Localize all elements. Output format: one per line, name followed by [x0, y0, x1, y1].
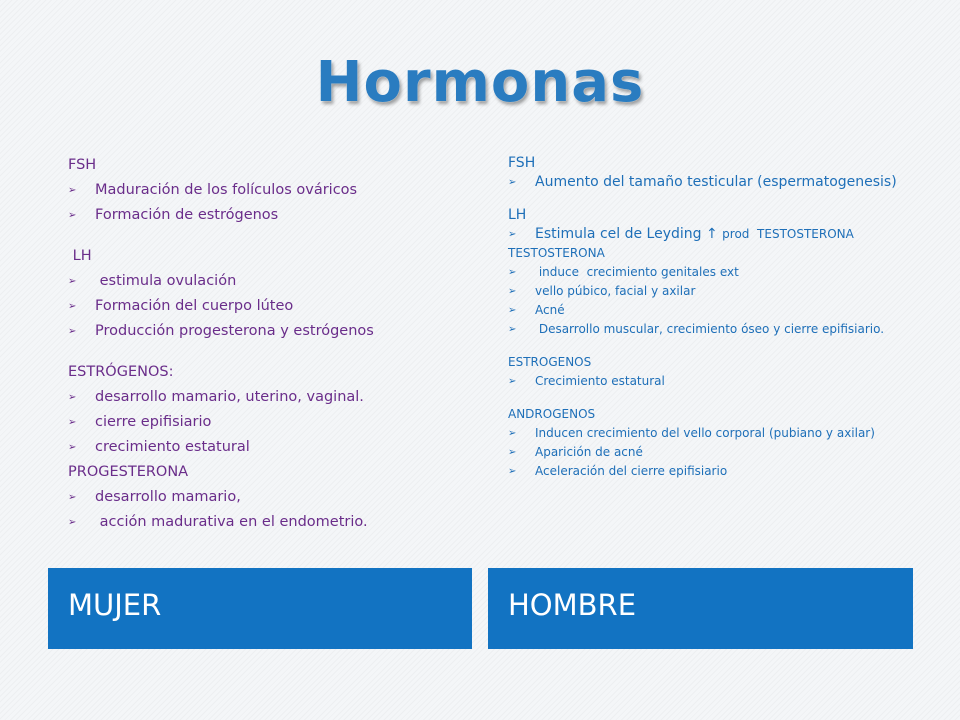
list-item: ➢ Aparición de acné [508, 443, 928, 462]
hombre-label: HOMBRE [508, 588, 637, 622]
arrow-bullet-icon: ➢ [68, 210, 77, 221]
arrow-bullet-icon: ➢ [508, 324, 517, 335]
list-item: ➢ Estimula cel de Leyding ↑ prod TESTOSTERONA [508, 226, 854, 242]
mujer-lh-heading: LH [68, 248, 92, 264]
list-item: ➢ induce crecimiento genitales ext [508, 263, 928, 282]
mujer-label: MUJER [68, 588, 162, 622]
arrow-bullet-icon: ➢ [508, 305, 517, 316]
arrow-bullet-icon: ➢ [68, 442, 77, 453]
arrow-bullet-icon: ➢ [68, 492, 77, 503]
arrow-bullet-icon: ➢ [508, 376, 517, 387]
list-item: ➢ Producción progesterona y estrógenos [68, 323, 374, 339]
slide-title: Hormonas [315, 50, 645, 115]
arrow-bullet-icon: ➢ [508, 428, 517, 439]
arrow-bullet-icon: ➢ [508, 466, 517, 477]
list-item: ➢ Aumento del tamaño testicular (espermatogenesis) [508, 174, 897, 190]
list-item: ➢ Desarrollo muscular, crecimiento óseo y cierre epifisiario. [508, 320, 928, 339]
list-item: ➢ Formación del cuerpo lúteo [68, 298, 294, 314]
hombre-label-panel [488, 568, 913, 649]
list-item: ➢ estimula ovulación [68, 273, 237, 289]
mujer-progesterona-heading: PROGESTERONA [68, 464, 189, 480]
list-item: ➢ Crecimiento estatural [508, 372, 928, 391]
arrow-bullet-icon: ➢ [68, 276, 77, 287]
list-item: ➢ vello púbico, facial y axilar [508, 282, 928, 301]
arrow-bullet-icon: ➢ [508, 177, 517, 188]
hombre-androgenos-heading: ANDROGENOS [508, 407, 596, 421]
list-item: ➢ crecimiento estatural [68, 439, 250, 455]
arrow-bullet-icon: ➢ [508, 267, 517, 278]
arrow-bullet-icon: ➢ [68, 417, 77, 428]
hombre-lh-heading: LH [508, 207, 527, 223]
arrow-bullet-icon: ➢ [68, 326, 77, 337]
arrow-bullet-icon: ➢ [68, 185, 77, 196]
arrow-bullet-icon: ➢ [68, 301, 77, 312]
arrow-bullet-icon: ➢ [68, 392, 77, 403]
list-item: ➢ cierre epifisiario [68, 414, 212, 430]
hombre-testosterona-heading: TESTOSTERONA [508, 246, 605, 260]
list-item: ➢ desarrollo mamario, uterino, vaginal. [68, 389, 364, 405]
list-item: ➢ acción madurativa en el endometrio. [68, 514, 368, 530]
hombre-estrogenos-heading: ESTROGENOS [508, 355, 592, 369]
arrow-bullet-icon: ➢ [508, 229, 517, 240]
list-item: ➢ Acné [508, 301, 928, 320]
hombre-fsh-heading: FSH [508, 155, 536, 171]
list-item: ➢ desarrollo mamario, [68, 489, 241, 505]
list-item: ➢ Formación de estrógenos [68, 207, 279, 223]
list-item: ➢ Inducen crecimiento del vello corporal (pubiano y axilar) [508, 424, 928, 443]
arrow-bullet-icon: ➢ [68, 517, 77, 528]
mujer-label-panel [48, 568, 472, 649]
mujer-content [68, 154, 468, 538]
arrow-bullet-icon: ➢ [508, 447, 517, 458]
mujer-estrogenos-heading: ESTRÓGENOS: [68, 364, 174, 380]
hombre-content [508, 154, 928, 481]
arrow-bullet-icon: ➢ [508, 286, 517, 297]
list-item: ➢ Aceleración del cierre epifisiario [508, 462, 928, 481]
mujer-fsh-heading: FSH [68, 157, 97, 173]
list-item: ➢ Maduración de los folículos ováricos [68, 182, 358, 198]
